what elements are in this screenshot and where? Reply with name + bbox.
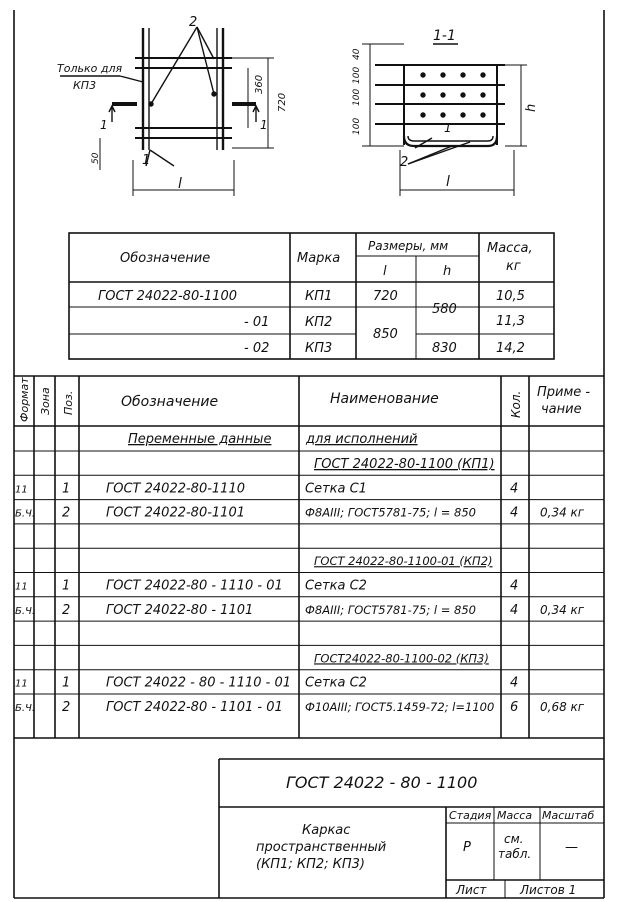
spec-row-10-qty: 4 bbox=[510, 675, 519, 691]
spec-row-2-name: Сетка С1 bbox=[305, 481, 367, 497]
spec-row-11-pos: 2 bbox=[62, 700, 71, 715]
size-header-mass-unit: кг bbox=[506, 259, 521, 274]
title-doc-number: ГОСТ 24022 - 80 - 1100 bbox=[286, 773, 478, 792]
title-mass-value-2: табл. bbox=[498, 847, 532, 861]
spec-row-2-pos: 1 bbox=[62, 481, 71, 497]
only-for-note: Только для bbox=[57, 62, 123, 75]
spec-row-10-format: 11 bbox=[15, 678, 28, 690]
title-scale-label: Масштаб bbox=[542, 809, 595, 822]
spec-row-3-format: Б.Ч. bbox=[15, 508, 36, 520]
spec-row-7-name: Ф8АIII; ГОСТ5781-75; l = 850 bbox=[305, 602, 476, 617]
spec-header-designation: Обозначение bbox=[121, 394, 219, 410]
spec-row-3-note: 0,34 кг bbox=[540, 505, 585, 520]
title-name-line3: (КП1; КП2; КП3) bbox=[256, 857, 365, 872]
size-header-h: h bbox=[443, 264, 452, 279]
spec-table bbox=[14, 376, 604, 738]
spec-row-11-designation: ГОСТ 24022-80 - 1101 - 01 bbox=[106, 700, 283, 715]
spec-row-6-qty: 4 bbox=[510, 578, 519, 594]
size-header-sizes: Размеры, мм bbox=[368, 239, 449, 253]
size-row1-mark: КП1 bbox=[305, 289, 333, 304]
dim-720: 720 bbox=[277, 92, 288, 112]
title-stage-label: Стадия bbox=[449, 809, 492, 822]
size-l-850: 850 bbox=[373, 327, 398, 342]
spec-row-5-name: ГОСТ 24022-80-1100-01 (КП2) bbox=[314, 554, 493, 569]
spec-row-9-name: ГОСТ24022-80-1100-02 (КП3) bbox=[314, 651, 489, 666]
dim-l: l bbox=[178, 176, 182, 192]
size-header-l: l bbox=[383, 264, 387, 279]
spec-row-6-name: Сетка С2 bbox=[305, 578, 367, 594]
sheet-frame bbox=[14, 10, 604, 898]
spec-row-2-designation: ГОСТ 24022-80-1110 bbox=[106, 481, 245, 497]
spec-variable-data-2: для исполнений bbox=[306, 432, 418, 447]
spec-row-3-designation: ГОСТ 24022-80-1101 bbox=[106, 505, 245, 521]
spec-row-7-note: 0,34 кг bbox=[540, 602, 585, 617]
spec-row-6-format: 11 bbox=[15, 581, 28, 593]
spec-header-qty: Кол. bbox=[509, 390, 523, 418]
size-h-830: 830 bbox=[432, 341, 457, 356]
section-view bbox=[362, 44, 527, 196]
size-row3-designation: - 02 bbox=[244, 341, 270, 356]
spec-row-6-pos: 1 bbox=[62, 578, 71, 594]
sec-callout-2: 2 bbox=[400, 155, 409, 170]
size-row2-mark: КП2 bbox=[305, 315, 333, 330]
frame-plan-view bbox=[60, 27, 274, 196]
spec-row-7-pos: 2 bbox=[62, 602, 71, 618]
size-header-mark: Марка bbox=[297, 251, 341, 266]
title-sheet-label: Лист bbox=[456, 883, 487, 897]
size-row3-mark: КП3 bbox=[305, 341, 333, 356]
sec-dim-40: 40 bbox=[352, 48, 362, 60]
spec-header-zone: Зона bbox=[39, 387, 52, 415]
spec-row-7-format: Б.Ч. bbox=[15, 605, 36, 617]
size-l-720: 720 bbox=[373, 289, 398, 304]
spec-header-name: Наименование bbox=[330, 391, 439, 407]
spec-row-6-designation: ГОСТ 24022-80 - 1110 - 01 bbox=[106, 578, 283, 594]
sec-dim-h: h bbox=[524, 103, 539, 112]
spec-header-format: Формат bbox=[18, 377, 31, 422]
section-view-labels bbox=[352, 28, 539, 190]
sec-dim-100c: 100 bbox=[352, 117, 362, 135]
size-header-mass: Масса, bbox=[487, 241, 533, 256]
size-row3-mass: 14,2 bbox=[496, 341, 525, 356]
section-title: 1-1 bbox=[433, 28, 456, 44]
spec-row-3-qty: 4 bbox=[510, 505, 519, 521]
size-header-designation: Обозначение bbox=[120, 251, 211, 266]
spec-row-10-pos: 1 bbox=[62, 675, 71, 691]
spec-header-note-2: чание bbox=[541, 402, 582, 417]
spec-row-11-note: 0,68 кг bbox=[540, 700, 585, 714]
title-scale-value: — bbox=[565, 840, 578, 855]
spec-row-1-name: ГОСТ 24022-80-1100 (КП1) bbox=[314, 457, 495, 472]
title-name-line1: Каркас bbox=[302, 823, 351, 838]
spec-row-11-name: Ф10АIII; ГОСТ5.1459-72; l=1100 bbox=[305, 700, 495, 714]
title-mass-label: Масса bbox=[497, 809, 533, 822]
callout-2: 2 bbox=[189, 15, 198, 30]
callout-1: 1 bbox=[142, 153, 151, 168]
title-name-line2: пространственный bbox=[256, 840, 387, 855]
size-row1-designation: ГОСТ 24022-80-1100 bbox=[98, 289, 237, 304]
spec-row-7-qty: 4 bbox=[510, 602, 519, 618]
dim-360: 360 bbox=[254, 74, 265, 94]
size-row2-designation: - 01 bbox=[244, 315, 270, 330]
title-mass-value: см. bbox=[504, 832, 524, 846]
size-h-580: 580 bbox=[432, 302, 457, 317]
cut-mark-left: 1 bbox=[100, 118, 108, 132]
sec-dim-l: l bbox=[446, 174, 450, 190]
spec-header-pos: Поз. bbox=[62, 390, 75, 415]
cut-mark-right: 1 bbox=[260, 118, 268, 132]
title-sheets-label: Листов 1 bbox=[520, 883, 577, 897]
spec-row-10-name: Сетка С2 bbox=[305, 675, 367, 691]
dim-50: 50 bbox=[91, 152, 101, 164]
spec-row-10-designation: ГОСТ 24022 - 80 - 1110 - 01 bbox=[106, 675, 292, 691]
sec-dim-100b: 100 bbox=[352, 88, 362, 106]
size-row2-mass: 11,3 bbox=[496, 314, 525, 329]
spec-row-11-format: Б.Ч. bbox=[15, 703, 36, 714]
sec-callout-1: 1 bbox=[444, 121, 452, 135]
spec-row-3-name: Ф8АIII; ГОСТ5781-75; l = 850 bbox=[305, 505, 476, 520]
only-for-kp3: КП3 bbox=[73, 79, 97, 92]
spec-row-2-qty: 4 bbox=[510, 481, 519, 497]
spec-row-3-pos: 2 bbox=[62, 505, 71, 521]
title-block bbox=[219, 759, 604, 898]
size-row1-mass: 10,5 bbox=[496, 289, 525, 304]
spec-row-11-qty: 6 bbox=[510, 700, 519, 715]
spec-row-7-designation: ГОСТ 24022-80 - 1101 bbox=[106, 602, 254, 618]
spec-header-note: Приме - bbox=[537, 385, 591, 400]
size-table bbox=[69, 233, 554, 359]
sec-dim-100a: 100 bbox=[352, 66, 362, 84]
spec-row-2-format: 11 bbox=[15, 484, 28, 496]
title-stage-value: Р bbox=[463, 840, 471, 855]
spec-variable-data: Переменные данные bbox=[128, 432, 272, 447]
